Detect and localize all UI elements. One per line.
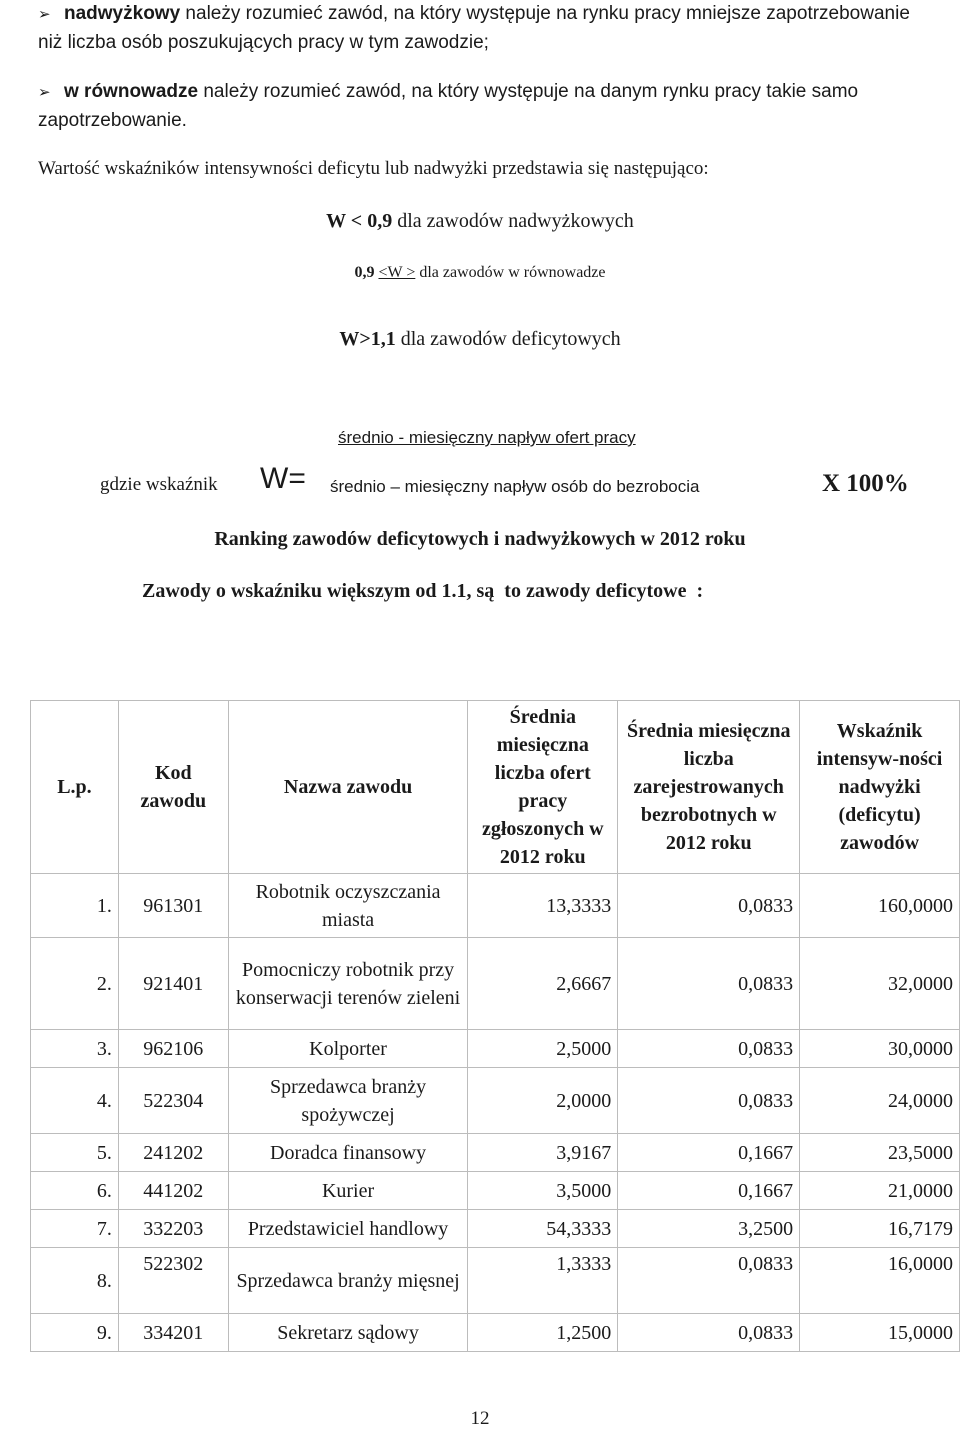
table-row [31, 1314, 960, 1352]
cell-unemployed: 0,0833 [618, 1248, 800, 1314]
arrow-bullet-icon: ➢ [38, 6, 51, 23]
table-row [31, 1172, 960, 1210]
cell-index: 21,0000 [800, 1172, 960, 1210]
cell-offers: 1,2500 [468, 1314, 618, 1352]
cell-code: 522304 [118, 1068, 228, 1134]
cell-name: Robotnik oczyszczania miasta [228, 874, 468, 938]
table-row [31, 1248, 960, 1314]
bullet-term: w równowadze [64, 81, 199, 102]
cell-lp: 1. [31, 874, 119, 938]
threshold-balance-w: <W > [378, 264, 416, 281]
cell-code: 961301 [118, 874, 228, 938]
cell-offers: 3,5000 [468, 1172, 618, 1210]
cell-name: Sekretarz sądowy [228, 1314, 468, 1352]
table-row [31, 938, 960, 1030]
threshold-deficit-expr: W>1,1 [339, 328, 396, 350]
bullet-balance [38, 78, 933, 135]
cell-offers: 2,0000 [468, 1068, 618, 1134]
ranking-title: Ranking zawodów deficytowych i nadwyżkowych w 2012 roku [214, 528, 746, 550]
cell-lp: 4. [31, 1068, 119, 1134]
cell-code: 921401 [118, 938, 228, 1030]
bullet-text: należy rozumieć zawód, na który występuje na rynku pracy mniejsze zapotrzebowanie niż liczba osób poszukujących pracy w tym zawodzie; [38, 3, 910, 53]
deficit-occupations-table [30, 700, 960, 1352]
cell-name: Kolporter [228, 1030, 468, 1068]
header-offers: Średnia miesięczna liczba ofert pracy zgłoszonych w 2012 roku [468, 701, 618, 874]
formula-numerator: średnio - miesięczny napływ ofert pracy [338, 428, 636, 447]
formula-denominator: średnio – miesięczny napływ osób do bezrobocia [330, 477, 700, 496]
cell-name: Doradca finansowy [228, 1134, 468, 1172]
cell-offers: 2,5000 [468, 1030, 618, 1068]
page-number: 12 [470, 1408, 490, 1429]
cell-offers: 54,3333 [468, 1210, 618, 1248]
cell-name: Sprzedawca branży mięsnej [228, 1248, 468, 1314]
cell-code: 241202 [118, 1134, 228, 1172]
header-index: Wskaźnik intensyw-ności nadwyżki (deficytu) zawodów [800, 701, 960, 874]
bullet-surplus [38, 0, 933, 57]
threshold-balance-text: dla zawodów w równowadze [415, 264, 606, 281]
formula-prefix: gdzie wskaźnik [100, 474, 218, 495]
cell-code: 522302 [118, 1248, 228, 1314]
cell-index: 16,7179 [800, 1210, 960, 1248]
cell-index: 15,0000 [800, 1314, 960, 1352]
cell-unemployed: 0,0833 [618, 1068, 800, 1134]
bullet-text: należy rozumieć zawód, na który występuje na danym rynku pracy takie samo zapotrzebowanie. [38, 81, 859, 131]
cell-lp: 7. [31, 1210, 119, 1248]
arrow-bullet-icon: ➢ [38, 84, 51, 101]
table-row [31, 1134, 960, 1172]
cell-offers: 2,6667 [468, 938, 618, 1030]
threshold-deficit-text: dla zawodów deficytowych [395, 328, 621, 350]
cell-code: 334201 [118, 1314, 228, 1352]
cell-unemployed: 0,0833 [618, 1314, 800, 1352]
table-row [31, 874, 960, 938]
cell-index: 32,0000 [800, 938, 960, 1030]
header-lp: L.p. [31, 701, 119, 874]
cell-unemployed: 0,1667 [618, 1172, 800, 1210]
intro-text: Wartość wskaźników intensywności deficytu lub nadwyżki przedstawia się następująco: [38, 158, 709, 179]
threshold-deficit [0, 328, 960, 351]
header-code: Kod zawodu [118, 701, 228, 874]
cell-name: Przedstawiciel handlowy [228, 1210, 468, 1248]
table-row [31, 1068, 960, 1134]
threshold-balance [0, 264, 960, 282]
cell-offers: 13,3333 [468, 874, 618, 938]
cell-name: Pomocniczy robotnik przy konserwacji terenów zieleni [228, 938, 468, 1030]
cell-name: Sprzedawca branży spożywczej [228, 1068, 468, 1134]
cell-name: Kurier [228, 1172, 468, 1210]
section-title: Zawody o wskaźniku większym od 1.1, są to zawody deficytowe : [142, 580, 704, 602]
threshold-balance-a: 0,9 [354, 264, 379, 281]
cell-lp: 3. [31, 1030, 119, 1068]
cell-index: 24,0000 [800, 1068, 960, 1134]
cell-offers: 3,9167 [468, 1134, 618, 1172]
cell-code: 332203 [118, 1210, 228, 1248]
threshold-surplus-text: dla zawodów nadwyżkowych [392, 210, 634, 232]
cell-unemployed: 0,0833 [618, 874, 800, 938]
cell-unemployed: 0,0833 [618, 1030, 800, 1068]
cell-lp: 5. [31, 1134, 119, 1172]
table-header-row [31, 701, 960, 874]
formula-multiplier: X 100% [822, 470, 909, 497]
table-row [31, 1030, 960, 1068]
cell-code: 962106 [118, 1030, 228, 1068]
cell-code: 441202 [118, 1172, 228, 1210]
cell-unemployed: 3,2500 [618, 1210, 800, 1248]
header-name: Nazwa zawodu [228, 701, 468, 874]
cell-lp: 9. [31, 1314, 119, 1352]
cell-unemployed: 0,0833 [618, 938, 800, 1030]
cell-lp: 8. [31, 1248, 119, 1314]
cell-index: 160,0000 [800, 874, 960, 938]
cell-unemployed: 0,1667 [618, 1134, 800, 1172]
cell-lp: 6. [31, 1172, 119, 1210]
formula-w: W= [260, 462, 306, 495]
cell-index: 23,5000 [800, 1134, 960, 1172]
header-unemployed: Średnia miesięczna liczba zarejestrowanych bezrobotnych w 2012 roku [618, 701, 800, 874]
threshold-surplus [0, 210, 960, 233]
cell-lp: 2. [31, 938, 119, 1030]
threshold-surplus-expr: W < 0,9 [326, 210, 393, 232]
bullet-term: nadwyżkowy [64, 3, 181, 24]
cell-index: 16,0000 [800, 1248, 960, 1314]
table-row [31, 1210, 960, 1248]
cell-offers: 1,3333 [468, 1248, 618, 1314]
cell-index: 30,0000 [800, 1030, 960, 1068]
